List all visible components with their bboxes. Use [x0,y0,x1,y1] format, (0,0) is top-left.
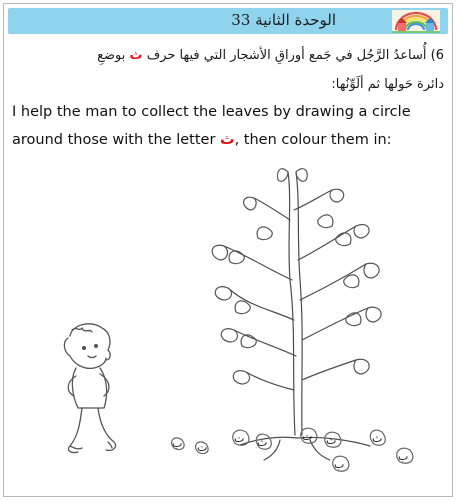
arabic-instruction-line-2: دائرة حَولها ثم ألَوِّنُها: [331,77,444,92]
boy-walking-icon [52,318,132,468]
leaf-letter: ب [172,437,183,450]
english-instruction-text-a: around those with the letter [12,132,216,148]
exercise-number: 6) [430,48,444,63]
leaf-letter: ت [197,441,208,454]
arabic-instruction-text-a: أُساعدُ الرَّجُل في جَمع أوراقِ الأشجار التي فيها حرف [146,48,427,63]
english-instruction-line-1: I help the man to collect the leaves by drawing a circle [12,104,411,120]
english-instruction-text-b: , then colour them in: [234,132,392,148]
leaf-letter: ت [302,430,313,443]
page-header [8,8,448,34]
leaf-letter: ب [334,458,345,471]
leaf-letter: ت [234,432,245,445]
leaf-letter: ث [257,436,268,449]
leaf-letter: ب [398,450,409,463]
english-target-letter: ث [220,132,235,148]
english-instruction-line-2 [12,132,392,148]
arabic-instruction-text-b: بوضعِ [97,48,126,63]
tree-icon [160,160,440,485]
rainbow-house-logo-icon [392,10,440,33]
unit-title: الوحدة الثانية 33 [231,11,336,29]
leaf-letter: ث [326,434,337,447]
arabic-instruction-line-1 [97,48,444,63]
arabic-target-letter: ث [129,48,143,63]
leaf-letter: ث [372,432,383,445]
